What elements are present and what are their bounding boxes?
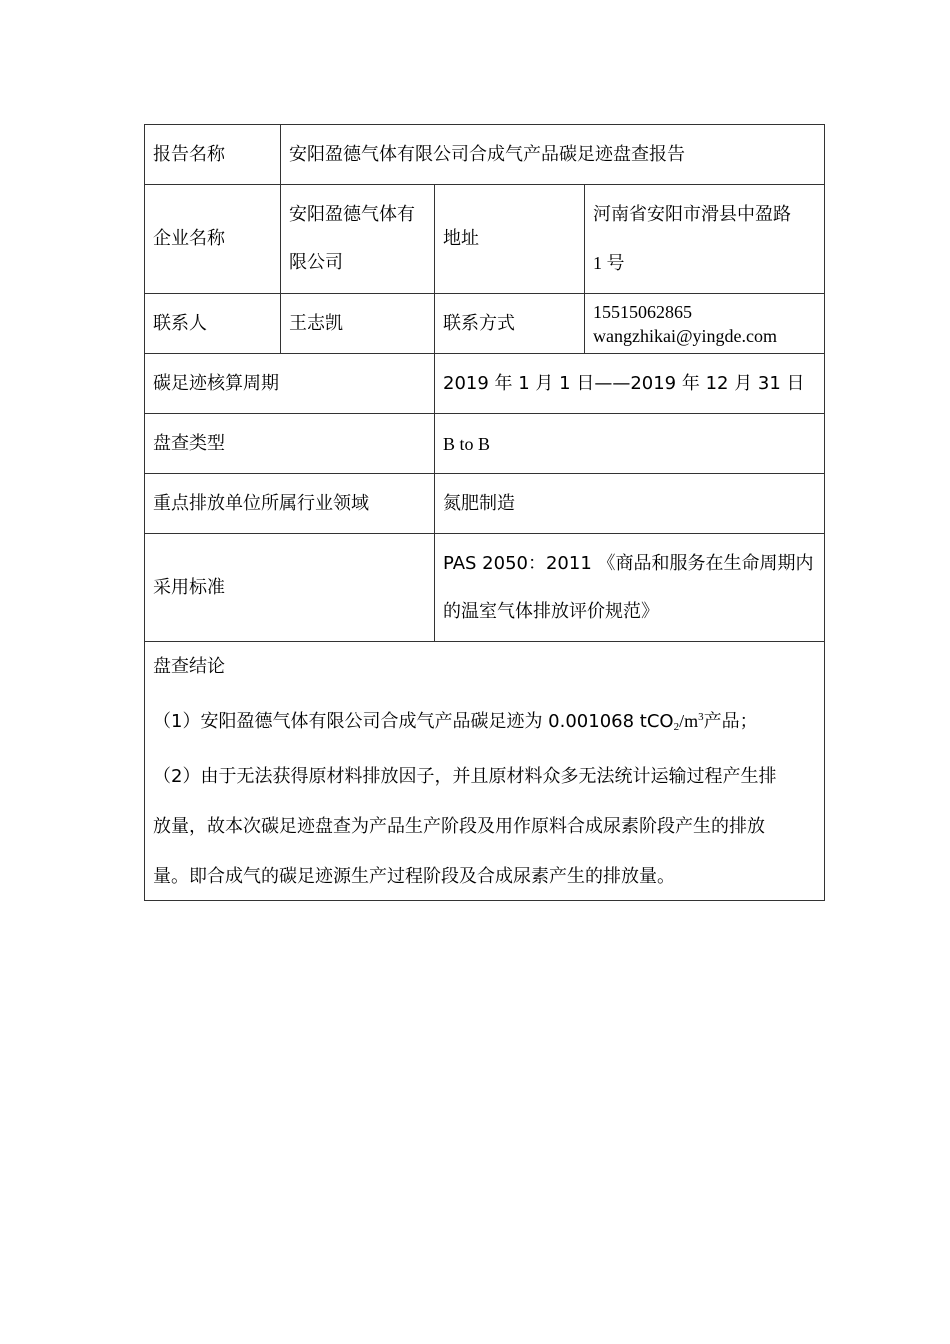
company-label bbox=[145, 185, 280, 293]
industry-label bbox=[145, 474, 434, 533]
inventory-type-value bbox=[435, 414, 824, 473]
contact-label-text: 联系人 bbox=[153, 312, 207, 334]
conclusion-item-1-superscript: 3 bbox=[698, 711, 704, 723]
contact-method-label-text: 联系方式 bbox=[443, 312, 515, 334]
report-name-label-text: 报告名称 bbox=[153, 143, 225, 165]
industry-value bbox=[435, 474, 824, 533]
conclusion-item-1-subscript: 2 bbox=[673, 721, 680, 733]
contact-name-text: 王志凯 bbox=[289, 312, 343, 334]
report-name-value-text: 安阳盈德气体有限公司合成气产品碳足迹盘查报告 bbox=[289, 143, 685, 165]
standard-label bbox=[145, 534, 434, 641]
conclusion-item-1-suffix: 产品； bbox=[703, 711, 758, 732]
conclusion-item-2-line2: 放量，故本次碳足迹盘查为产品生产阶段及用作原料合成尿素阶段产生的排放 bbox=[153, 816, 765, 837]
conclusion-title: 盘查结论 bbox=[153, 656, 225, 677]
company-label-text: 企业名称 bbox=[153, 228, 225, 249]
address-line1: 河南省安阳市滑县中盈路 bbox=[593, 204, 791, 225]
industry-value-text: 氮肥制造 bbox=[443, 492, 515, 514]
contact-name bbox=[281, 294, 434, 353]
conclusion-item-1-unit: /m bbox=[679, 711, 699, 731]
conclusion-item-1 bbox=[153, 692, 816, 752]
address-value bbox=[585, 185, 824, 293]
period-label-text: 碳足迹核算周期 bbox=[153, 372, 279, 394]
standard-line1: PAS 2050：2011 《商品和服务在生命周期内 bbox=[443, 552, 814, 574]
contact-method-label bbox=[435, 294, 584, 353]
report-name-label bbox=[145, 125, 280, 184]
industry-label-text: 重点排放单位所属行业领域 bbox=[153, 492, 369, 514]
contact-email: wangzhikai@yingde.com bbox=[593, 325, 778, 346]
address-line2: 1 号 bbox=[593, 253, 625, 273]
standard-value bbox=[435, 534, 824, 641]
address-label bbox=[435, 185, 584, 293]
period-label bbox=[145, 354, 434, 413]
contact-label bbox=[145, 294, 280, 353]
inventory-type-value-text: B to B bbox=[443, 433, 491, 454]
conclusion-item-2-line3: 量。即合成气的碳足迹源生产过程阶段及合成尿素产生的排放量。 bbox=[153, 866, 675, 887]
standard-label-text: 采用标准 bbox=[153, 576, 225, 598]
company-value-line2: 限公司 bbox=[289, 252, 343, 273]
conclusion-section bbox=[145, 642, 824, 902]
report-name-value bbox=[281, 125, 824, 184]
period-value-text: 2019 年 1 月 1 日——2019 年 12 月 31 日 bbox=[443, 372, 805, 394]
conclusion-item-2-line1: （2）由于无法获得原材料排放因子，并且原材料众多无法统计运输过程产生排 bbox=[153, 766, 777, 787]
contact-method-value bbox=[585, 294, 824, 353]
address-label-text: 地址 bbox=[443, 228, 479, 249]
standard-line2: 的温室气体排放评价规范》 bbox=[443, 600, 659, 622]
inventory-type-label-text: 盘查类型 bbox=[153, 432, 225, 454]
company-value-line1: 安阳盈德气体有 bbox=[289, 204, 415, 225]
period-value bbox=[435, 354, 824, 413]
report-summary-table bbox=[144, 124, 825, 901]
inventory-type-label bbox=[145, 414, 434, 473]
company-value bbox=[281, 185, 434, 293]
contact-phone: 15515062865 bbox=[593, 301, 692, 322]
conclusion-item-1-prefix: （1）安阳盈德气体有限公司合成气产品碳足迹为 0.001068 tCO bbox=[153, 711, 674, 732]
